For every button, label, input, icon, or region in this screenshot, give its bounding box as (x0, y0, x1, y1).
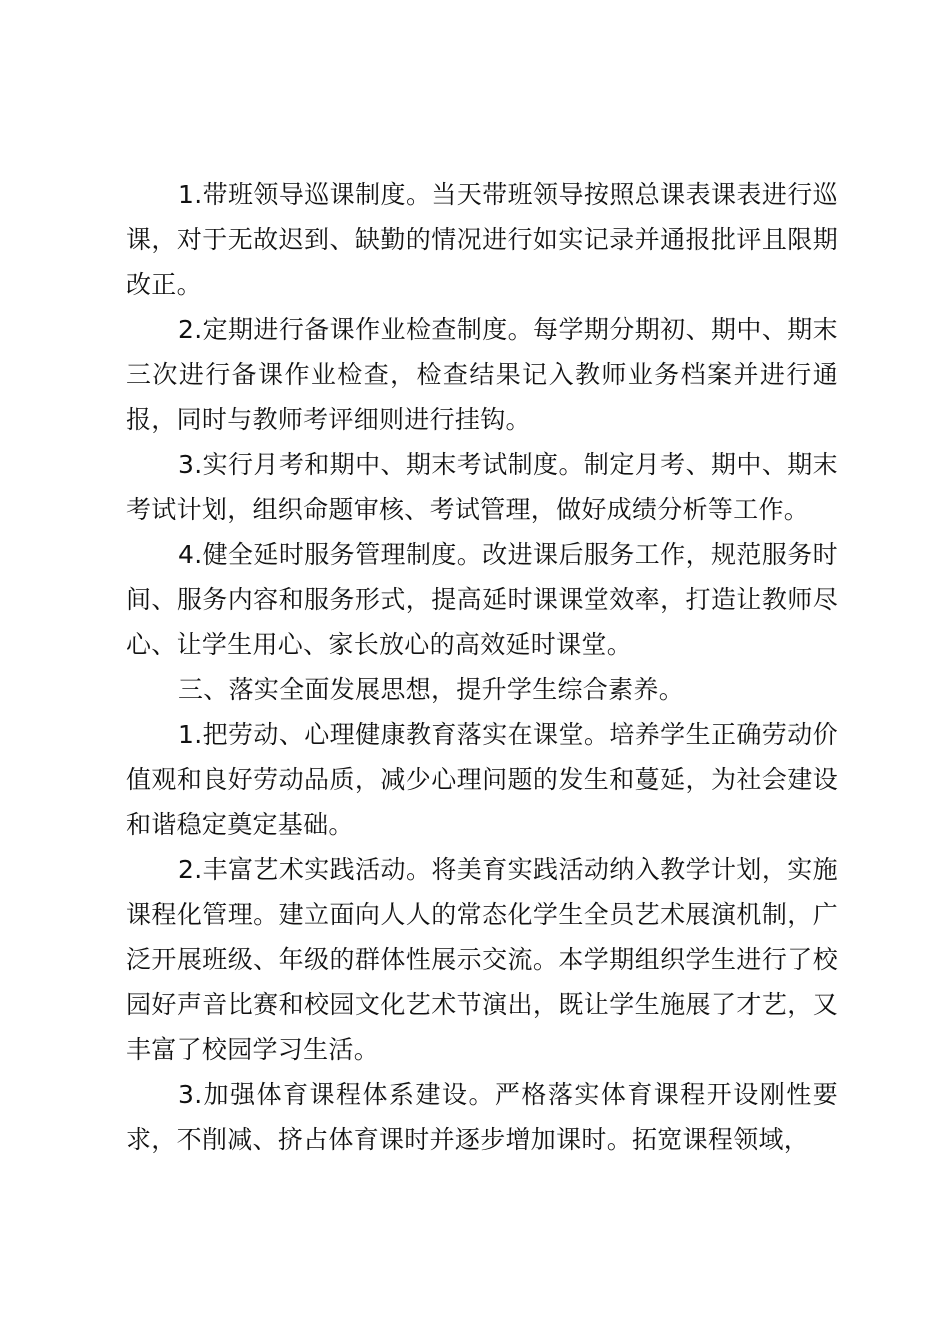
paragraph-pe-curriculum: 3.加强体育课程体系建设。严格落实体育课程开设刚性要求，不削减、挤占体育课时并逐步增加课时。拓宽课程领域， (126, 1080, 838, 1154)
paragraph-exam-system: 3.实行月考和期中、期末考试制度。制定月考、期中、期末考试计划，组织命题审核、考试管理，做好成绩分析等工作。 (126, 450, 838, 524)
section-heading-comprehensive-development: 三、落实全面发展思想，提升学生综合素养。 (178, 675, 685, 704)
paragraph-art-practice: 2.丰富艺术实践活动。将美育实践活动纳入教学计划，实施课程化管理。建立面向人人的常态化学生全员艺术展演机制，广泛开展班级、年级的群体性展示交流。本学期组织学生进行了校园好声音比赛和校园文化艺术节演出，既让学生施展了才艺，又丰富了校园学习生活。 (126, 855, 838, 1064)
paragraph-patrol-system: 1.带班领导巡课制度。当天带班领导按照总课表课表进行巡课，对于无故迟到、缺勤的情况进行如实记录并通报批评且限期改正。 (126, 180, 838, 299)
paragraph-extended-service-system: 4.健全延时服务管理制度。改进课后服务工作，规范服务时间、服务内容和服务形式，提高延时课课堂效率，打造让教师尽心、让学生用心、家长放心的高效延时课堂。 (126, 540, 838, 659)
document-body (126, 172, 838, 1162)
paragraph-labor-mental-health: 1.把劳动、心理健康教育落实在课堂。培养学生正确劳动价值观和良好劳动品质，减少心理问题的发生和蔓延，为社会建设和谐稳定奠定基础。 (126, 720, 838, 839)
paragraph-lesson-check-system: 2.定期进行备课作业检查制度。每学期分期初、期中、期末三次进行备课作业检查，检查结果记入教师业务档案并进行通报，同时与教师考评细则进行挂钩。 (126, 315, 838, 434)
